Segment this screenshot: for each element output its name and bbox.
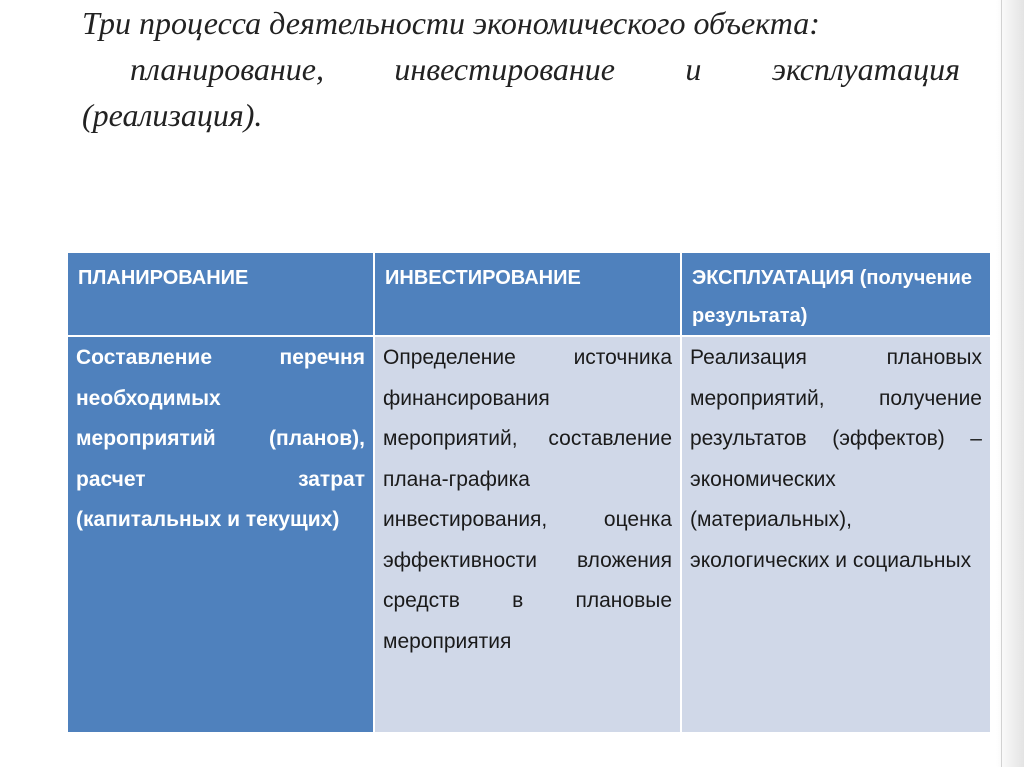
header-investment: ИНВЕСТИРОВАНИЕ xyxy=(374,252,681,336)
header-operation: ЭКСПЛУАТАЦИЯ (получение результата) xyxy=(681,252,991,336)
intro-line-2: планирование, инвестирование и эксплуатация (реализация). xyxy=(82,51,960,133)
slide-edge-line xyxy=(1001,0,1002,767)
cell-planning: Составление перечня необходимых мероприятий (планов), расчет затрат (капитальных и текущих) xyxy=(67,336,374,733)
intro-line-1: Три процесса деятельности экономического объекта: xyxy=(82,5,820,41)
header-planning: ПЛАНИРОВАНИЕ xyxy=(67,252,374,336)
cell-investment: Определение источника финансирования мероприятий, составление плана-графика инвестирования, оценка эффективности вложения средств в плановые мероприятия xyxy=(374,336,681,733)
cell-operation: Реализация плановых мероприятий, получение результатов (эффектов) – экономических (материальных), экологических и социальных xyxy=(681,336,991,733)
table-row xyxy=(67,336,991,733)
table-header-row xyxy=(67,252,991,336)
processes-table xyxy=(66,251,992,734)
intro-text xyxy=(82,0,960,138)
